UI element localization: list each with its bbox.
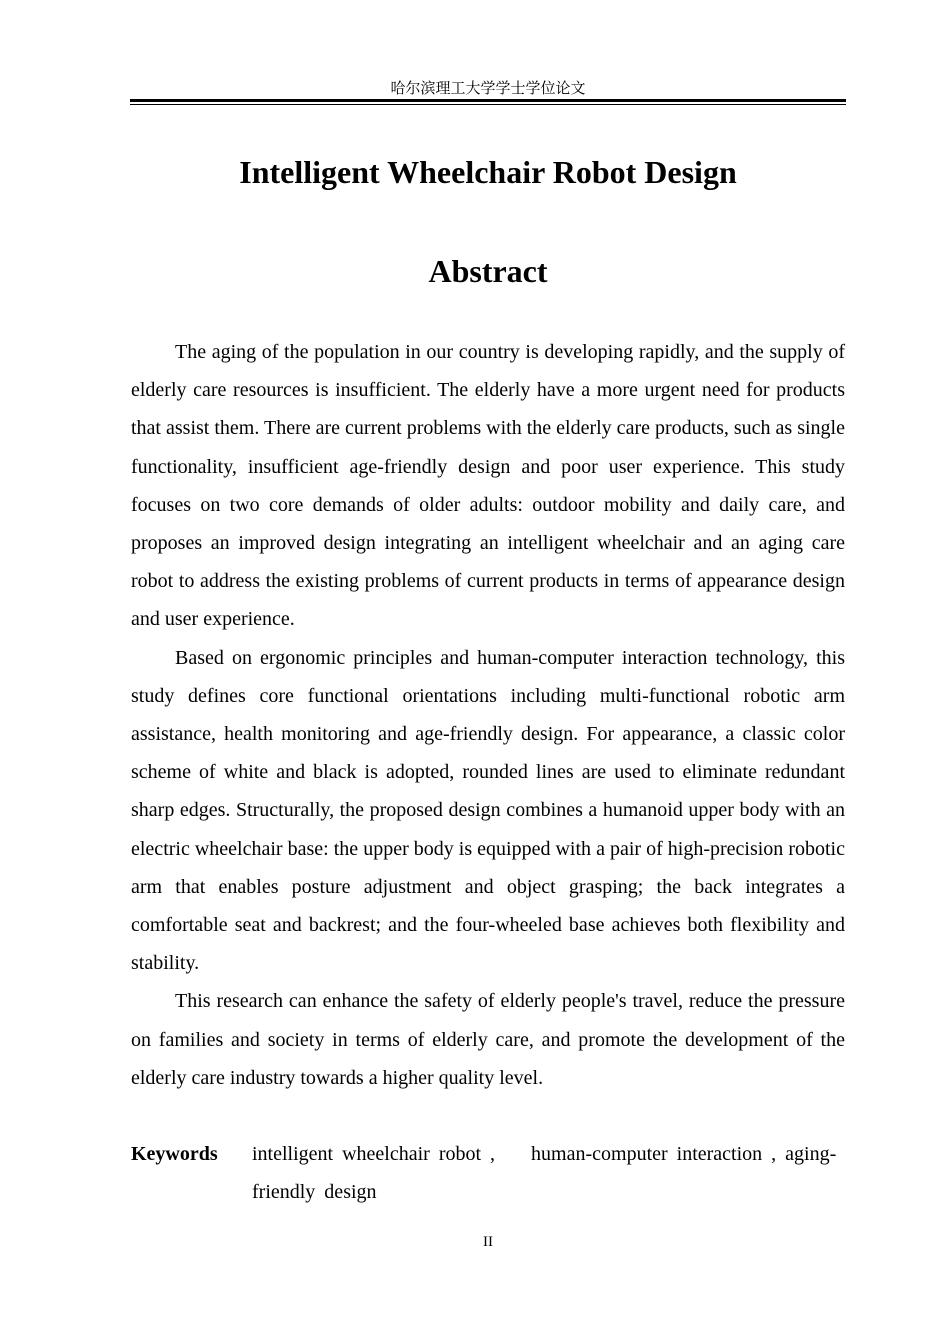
- abstract-heading: Abstract: [428, 253, 548, 289]
- page-number: II: [483, 1234, 493, 1250]
- keywords-label: Keywords: [131, 1143, 218, 1165]
- abstract-paragraph-1: The aging of the population in our country is developing rapidly, and the supply of elderly care resources is insufficient. The elderly have a more urgent need for products that assist them. There are current problems with the elderly care products, such as single functionality, insufficient age-friendly design and poor user experience. This study focuses on two core demands of older adults: outdoor mobility and daily care, and proposes an improved design integrating an intelligent wheelchair and an aging care robot to address the existing problems of current products in terms of appearance design and user experience.: [131, 341, 845, 631]
- abstract-body: [131, 333, 845, 1097]
- keywords-list: intelligent wheelchair robot , human-computer interaction , aging-friendly design: [252, 1143, 837, 1203]
- document-title: Intelligent Wheelchair Robot Design: [239, 154, 737, 190]
- abstract-paragraph-2: Based on ergonomic principles and human-computer interaction technology, this study defines core functional orientations including multi-functional robotic arm assistance, health monitoring and age-friendly design. For appearance, a classic color scheme of white and black is adopted, rounded lines are used to eliminate redundant sharp edges. Structurally, the proposed design combines a humanoid upper body with an electric wheelchair base: the upper body is equipped with a pair of high-precision robotic arm that enables posture adjustment and object grasping; the back integrates a comfortable seat and backrest; and the four-wheeled base achieves both flexibility and stability.: [131, 646, 845, 975]
- running-header-title: 哈尔滨理工大学学士学位论文: [390, 79, 586, 97]
- header-rule-thick: [130, 99, 846, 102]
- abstract-paragraph-3: This research can enhance the safety of elderly people's travel, reduce the pressure on families and society in terms of elderly care, and promote the development of the elderly care industry towards a higher quality level.: [131, 990, 845, 1089]
- header-rule-thin: [130, 104, 846, 105]
